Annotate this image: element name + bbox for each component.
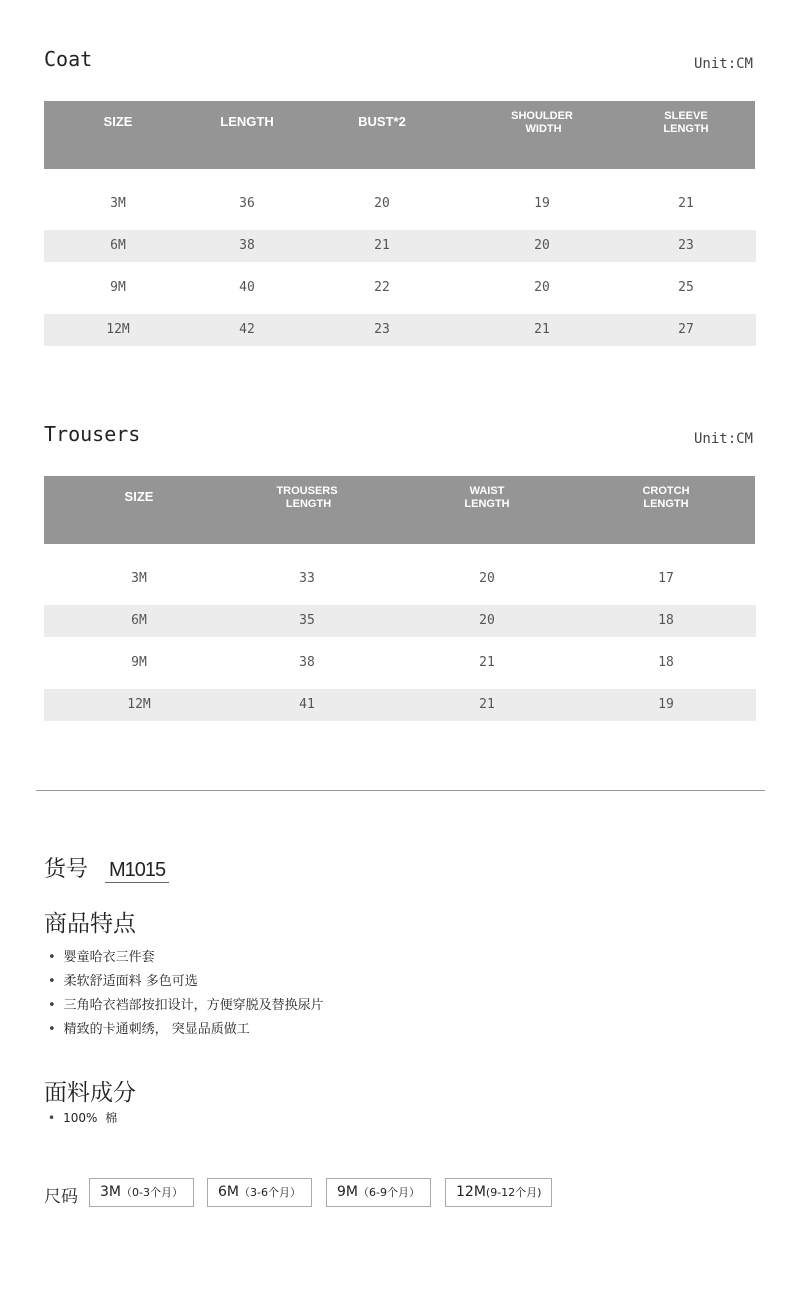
size-option-range: （0-3个月） xyxy=(121,1186,183,1199)
table-cell: 9M xyxy=(131,655,147,670)
feature-item: • 柔软舒适面料 多色可选 xyxy=(48,970,324,994)
trousers-title: Trousers xyxy=(44,422,141,446)
table-cell: 25 xyxy=(678,280,694,295)
table-row xyxy=(44,314,756,346)
item-number-value: M1015 xyxy=(105,859,169,883)
table-row xyxy=(44,563,756,595)
table-cell: 9M xyxy=(110,280,126,295)
table-cell: 6M xyxy=(131,613,147,628)
table-cell: 20 xyxy=(479,613,495,628)
table-cell: 35 xyxy=(299,613,315,628)
table-cell: 20 xyxy=(479,571,495,586)
column-header: SLEEVE LENGTH xyxy=(663,110,709,135)
coat-title: Coat xyxy=(44,47,93,71)
divider xyxy=(36,790,765,791)
table-cell: 3M xyxy=(110,196,126,211)
table-header xyxy=(44,101,755,169)
sizes-label: 尺码 xyxy=(44,1187,78,1207)
size-option-size: 6M xyxy=(218,1184,239,1200)
column-header: SHOULDER WIDTH xyxy=(511,110,573,135)
table-cell: 19 xyxy=(534,196,550,211)
table-header xyxy=(44,476,755,544)
table-row xyxy=(44,689,756,721)
column-header: BUST*2 xyxy=(358,114,406,129)
table-cell: 42 xyxy=(239,322,255,337)
table-cell: 27 xyxy=(678,322,694,337)
table-row xyxy=(44,605,756,637)
table-row xyxy=(44,272,756,304)
column-header: WAIST LENGTH xyxy=(464,485,510,510)
table-cell: 38 xyxy=(299,655,315,670)
trousers-unit: Unit:CM xyxy=(693,431,753,447)
coat-unit: Unit:CM xyxy=(693,56,753,72)
table-row xyxy=(44,188,756,220)
table-cell: 20 xyxy=(534,238,550,253)
table-cell: 40 xyxy=(239,280,255,295)
size-option-range: (9-12个月) xyxy=(485,1186,542,1199)
table-cell: 21 xyxy=(534,322,550,337)
table-cell: 41 xyxy=(299,697,315,712)
features-title: 商品特点 xyxy=(44,911,136,937)
table-cell: 18 xyxy=(658,655,674,670)
table-cell: 20 xyxy=(374,196,390,211)
table-cell: 3M xyxy=(131,571,147,586)
item-number-label: 货号 xyxy=(44,857,89,882)
table-cell: 22 xyxy=(374,280,390,295)
table-cell: 12M xyxy=(106,322,130,337)
size-option-9M[interactable] xyxy=(326,1178,431,1207)
item-number xyxy=(44,852,169,883)
table-cell: 38 xyxy=(239,238,255,253)
size-option-size: 12M xyxy=(456,1184,486,1200)
size-option-12M[interactable] xyxy=(445,1178,552,1207)
table-cell: 6M xyxy=(110,238,126,253)
fabric-title: 面料成分 xyxy=(44,1080,136,1106)
fabric-item: • 100% 棉 xyxy=(48,1106,117,1130)
feature-item: • 婴童哈衣三件套 xyxy=(48,946,324,970)
table-cell: 23 xyxy=(678,238,694,253)
size-option-size: 9M xyxy=(337,1184,358,1200)
table-row xyxy=(44,647,756,679)
column-header: CROTCH LENGTH xyxy=(642,485,690,510)
table-cell: 17 xyxy=(658,571,674,586)
column-header: SIZE xyxy=(124,489,154,504)
size-option-range: （3-6个月） xyxy=(239,1186,301,1199)
table-cell: 18 xyxy=(658,613,674,628)
table-cell: 21 xyxy=(678,196,694,211)
size-option-6M[interactable] xyxy=(207,1178,312,1207)
features-list xyxy=(48,946,324,1042)
table-row xyxy=(44,230,756,262)
size-option-3M[interactable] xyxy=(89,1178,194,1207)
feature-item: • 精致的卡通刺绣， 突显品质做工 xyxy=(48,1018,324,1042)
table-cell: 20 xyxy=(534,280,550,295)
table-cell: 23 xyxy=(374,322,390,337)
size-option-size: 3M xyxy=(100,1184,121,1200)
table-cell: 19 xyxy=(658,697,674,712)
table-cell: 36 xyxy=(239,196,255,211)
feature-item: • 三角哈衣裆部按扣设计，方便穿脱及替换尿片 xyxy=(48,994,324,1018)
table-cell: 33 xyxy=(299,571,315,586)
fabric-list xyxy=(48,1106,117,1130)
column-header: SIZE xyxy=(103,114,133,129)
table-cell: 12M xyxy=(127,697,151,712)
column-header: TROUSERS LENGTH xyxy=(276,485,338,510)
table-cell: 21 xyxy=(479,655,495,670)
table-cell: 21 xyxy=(479,697,495,712)
table-cell: 21 xyxy=(374,238,390,253)
size-option-range: （6-9个月） xyxy=(358,1186,420,1199)
column-header: LENGTH xyxy=(220,114,274,129)
